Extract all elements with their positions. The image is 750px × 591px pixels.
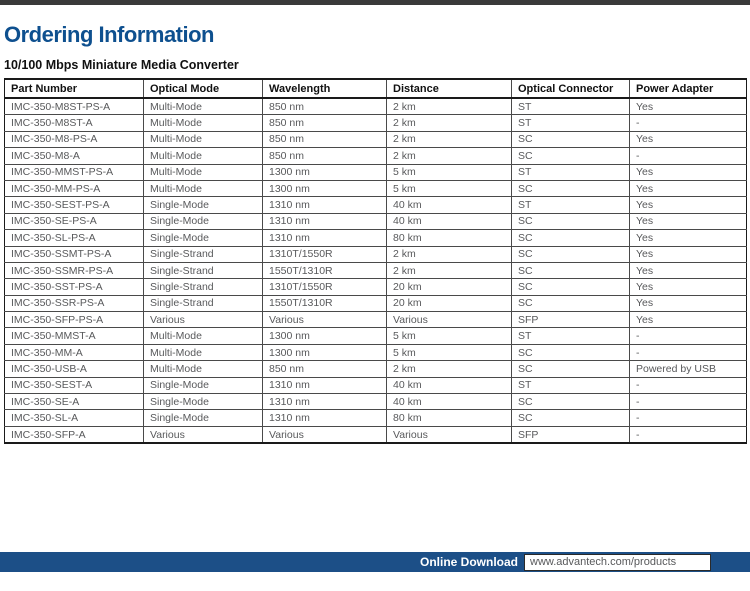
table-cell: 850 nm xyxy=(263,98,387,115)
table-cell: Yes xyxy=(630,262,747,278)
table-body xyxy=(5,98,747,443)
table-cell: IMC-350-SEST-PS-A xyxy=(5,197,144,213)
col-header-wavelength: Wavelength xyxy=(263,79,387,98)
table-cell: - xyxy=(630,344,747,360)
table-cell: SFP xyxy=(512,426,630,443)
table-cell: SC xyxy=(512,213,630,229)
table-cell: ST xyxy=(512,115,630,131)
table-cell: 1310 nm xyxy=(263,213,387,229)
table-row xyxy=(5,197,747,213)
table-cell: 2 km xyxy=(387,262,512,278)
table-cell: Powered by USB xyxy=(630,361,747,377)
table-cell: 1550T/1310R xyxy=(263,262,387,278)
table-cell: Various xyxy=(387,312,512,328)
table-cell: SC xyxy=(512,180,630,196)
table-cell: 40 km xyxy=(387,377,512,393)
table-row xyxy=(5,279,747,295)
table-cell: IMC-350-SFP-A xyxy=(5,426,144,443)
table-cell: 1300 nm xyxy=(263,180,387,196)
table-cell: - xyxy=(630,410,747,426)
table-cell: 20 km xyxy=(387,295,512,311)
table-cell: SC xyxy=(512,262,630,278)
table-row xyxy=(5,410,747,426)
table-row xyxy=(5,180,747,196)
col-header-distance: Distance xyxy=(387,79,512,98)
table-row xyxy=(5,98,747,115)
ordering-table xyxy=(4,78,747,444)
table-cell: 5 km xyxy=(387,180,512,196)
table-cell: IMC-350-SE-A xyxy=(5,394,144,410)
table-cell: 80 km xyxy=(387,410,512,426)
table-row xyxy=(5,328,747,344)
table-cell: - xyxy=(630,328,747,344)
table-cell: IMC-350-MM-A xyxy=(5,344,144,360)
table-cell: Single-Mode xyxy=(144,230,263,246)
table-cell: ST xyxy=(512,98,630,115)
table-cell: Various xyxy=(263,312,387,328)
table-row xyxy=(5,213,747,229)
table-cell: 1310T/1550R xyxy=(263,279,387,295)
table-cell: 2 km xyxy=(387,246,512,262)
table-cell: Single-Mode xyxy=(144,410,263,426)
table-row xyxy=(5,361,747,377)
table-cell: 40 km xyxy=(387,197,512,213)
table-cell: Yes xyxy=(630,279,747,295)
table-cell: IMC-350-SST-PS-A xyxy=(5,279,144,295)
table-cell: SC xyxy=(512,131,630,147)
table-cell: Yes xyxy=(630,246,747,262)
table-cell: Yes xyxy=(630,213,747,229)
table-cell: Yes xyxy=(630,180,747,196)
table-cell: ST xyxy=(512,197,630,213)
table-section-subtitle: 10/100 Mbps Miniature Media Converter xyxy=(4,58,239,72)
table-cell: 5 km xyxy=(387,344,512,360)
footer-bar xyxy=(0,552,750,572)
table-row xyxy=(5,295,747,311)
table-cell: - xyxy=(630,377,747,393)
table-cell: 1310 nm xyxy=(263,197,387,213)
table-cell: Various xyxy=(263,426,387,443)
table-cell: Yes xyxy=(630,230,747,246)
table-row xyxy=(5,344,747,360)
table-row xyxy=(5,230,747,246)
table-row xyxy=(5,115,747,131)
table-cell: SC xyxy=(512,246,630,262)
table-cell: Multi-Mode xyxy=(144,115,263,131)
table-cell: SC xyxy=(512,394,630,410)
table-cell: 1310 nm xyxy=(263,377,387,393)
col-header-part-number: Part Number xyxy=(5,79,144,98)
table-cell: Single-Mode xyxy=(144,213,263,229)
table-cell: 2 km xyxy=(387,361,512,377)
table-cell: IMC-350-SL-PS-A xyxy=(5,230,144,246)
page-title: Ordering Information xyxy=(4,22,214,47)
table-cell: Yes xyxy=(630,98,747,115)
table-cell: Multi-Mode xyxy=(144,164,263,180)
col-header-power-adapter: Power Adapter xyxy=(630,79,747,98)
table-row xyxy=(5,164,747,180)
table-cell: 2 km xyxy=(387,115,512,131)
table-cell: IMC-350-USB-A xyxy=(5,361,144,377)
table-cell: 1300 nm xyxy=(263,328,387,344)
table-row xyxy=(5,262,747,278)
table-cell: ST xyxy=(512,377,630,393)
table-cell: SC xyxy=(512,148,630,164)
table-cell: Multi-Mode xyxy=(144,180,263,196)
table-cell: - xyxy=(630,148,747,164)
table-cell: Single-Mode xyxy=(144,377,263,393)
table-cell: Single-Strand xyxy=(144,262,263,278)
table-cell: 40 km xyxy=(387,394,512,410)
table-cell: 1550T/1310R xyxy=(263,295,387,311)
table-cell: SC xyxy=(512,279,630,295)
table-cell: 1300 nm xyxy=(263,164,387,180)
table-cell: IMC-350-SSMR-PS-A xyxy=(5,262,144,278)
table-cell: ST xyxy=(512,328,630,344)
table-cell: SC xyxy=(512,344,630,360)
table-cell: 1310T/1550R xyxy=(263,246,387,262)
table-cell: 5 km xyxy=(387,328,512,344)
table-cell: IMC-350-MMST-A xyxy=(5,328,144,344)
download-url-link[interactable]: www.advantech.com/products xyxy=(524,554,711,571)
table-cell: IMC-350-M8-PS-A xyxy=(5,131,144,147)
table-cell: IMC-350-SSR-PS-A xyxy=(5,295,144,311)
table-cell: IMC-350-SEST-A xyxy=(5,377,144,393)
online-download-label: Online Download xyxy=(420,555,518,569)
table-cell: IMC-350-SSMT-PS-A xyxy=(5,246,144,262)
table-row xyxy=(5,312,747,328)
table-cell: - xyxy=(630,115,747,131)
table-cell: 2 km xyxy=(387,98,512,115)
table-cell: Single-Mode xyxy=(144,394,263,410)
table-cell: SFP xyxy=(512,312,630,328)
table-cell: Yes xyxy=(630,197,747,213)
table-cell: 5 km xyxy=(387,164,512,180)
table-cell: IMC-350-SFP-PS-A xyxy=(5,312,144,328)
table-cell: IMC-350-SL-A xyxy=(5,410,144,426)
table-cell: Single-Mode xyxy=(144,197,263,213)
table-cell: IMC-350-M8-A xyxy=(5,148,144,164)
table-cell: 1310 nm xyxy=(263,230,387,246)
col-header-optical-mode: Optical Mode xyxy=(144,79,263,98)
table-cell: Yes xyxy=(630,164,747,180)
table-cell: Various xyxy=(144,312,263,328)
table-cell: 2 km xyxy=(387,131,512,147)
table-cell: Multi-Mode xyxy=(144,148,263,164)
table-row xyxy=(5,246,747,262)
table-cell: IMC-350-M8ST-A xyxy=(5,115,144,131)
table-cell: Various xyxy=(144,426,263,443)
table-cell: 20 km xyxy=(387,279,512,295)
table-cell: Multi-Mode xyxy=(144,344,263,360)
table-cell: SC xyxy=(512,230,630,246)
table-cell: - xyxy=(630,394,747,410)
table-cell: Single-Strand xyxy=(144,279,263,295)
table-cell: Single-Strand xyxy=(144,295,263,311)
table-cell: SC xyxy=(512,295,630,311)
table-cell: Yes xyxy=(630,312,747,328)
table-cell: 850 nm xyxy=(263,131,387,147)
table-cell: IMC-350-SE-PS-A xyxy=(5,213,144,229)
table-cell: Yes xyxy=(630,295,747,311)
table-cell: Multi-Mode xyxy=(144,98,263,115)
table-cell: Yes xyxy=(630,131,747,147)
table-cell: SC xyxy=(512,410,630,426)
table-cell: Various xyxy=(387,426,512,443)
table-cell: 40 km xyxy=(387,213,512,229)
table-cell: - xyxy=(636,428,640,441)
table-header xyxy=(5,79,747,98)
table-cell: SC xyxy=(512,361,630,377)
table-row xyxy=(5,394,747,410)
table-cell: Multi-Mode xyxy=(144,131,263,147)
table-row xyxy=(5,426,747,443)
table-cell: 80 km xyxy=(387,230,512,246)
table-cell: 1310 nm xyxy=(263,394,387,410)
table-header-row xyxy=(5,79,747,98)
table-cell: 1310 nm xyxy=(263,410,387,426)
table-cell: IMC-350-MMST-PS-A xyxy=(5,164,144,180)
top-divider-bar xyxy=(0,0,750,5)
table-row xyxy=(5,148,747,164)
table-cell: 2 km xyxy=(387,148,512,164)
table-cell: 850 nm xyxy=(263,115,387,131)
table-cell: Multi-Mode xyxy=(144,361,263,377)
table-row xyxy=(5,377,747,393)
table-cell: IMC-350-MM-PS-A xyxy=(5,180,144,196)
col-header-optical-connector: Optical Connector xyxy=(512,79,630,98)
table-cell: 850 nm xyxy=(263,148,387,164)
table-cell: Single-Strand xyxy=(144,246,263,262)
table-row xyxy=(5,131,747,147)
table-cell: 1300 nm xyxy=(263,344,387,360)
table-cell: IMC-350-M8ST-PS-A xyxy=(5,98,144,115)
table-cell: Multi-Mode xyxy=(144,328,263,344)
table-cell: ST xyxy=(512,164,630,180)
table-cell: 850 nm xyxy=(263,361,387,377)
